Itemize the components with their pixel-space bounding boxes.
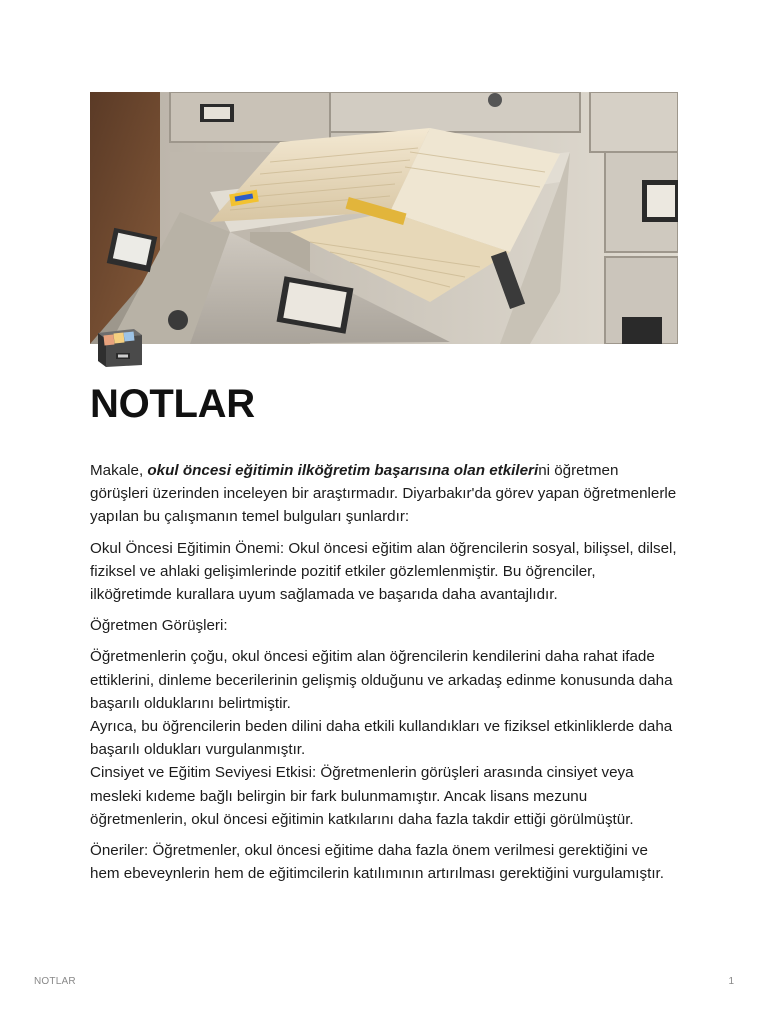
- paragraph-oneriler: Öneriler: Öğretmenler, okul öncesi eğitime daha fazla önem verilmesi gerektiğini ve hem ebeveynlerin hem de eğitimcilerin katılımının artırılması gerektiğini vurgulamıştır.: [90, 842, 664, 883]
- intro-emphasis: okul öncesi eğitimin ilköğretim başarısına olan etkileri: [147, 462, 539, 479]
- page-number: 1: [728, 976, 734, 987]
- paragraph-beden-dili: Ayrıca, bu öğrencilerin beden dilini daha etkili kullandıkları ve fiziksel etkinliklerde daha başarılı oldukları vurgulanmıştır.: [90, 718, 673, 759]
- paragraph-cinsiyet: Cinsiyet ve Eğitim Seviyesi Etkisi: Öğretmenlerin görüşleri arasında cinsiyet veya mesleki kıdeme bağlı belirgin bir fark bulunmamıştır. Ancak lisans mezunu öğretmenlerin, okul öncesi eğitimin katkılarını daha fazla takdir ettiği görülmüştür.: [90, 764, 634, 828]
- paragraph-ogretmen-gorusleri-heading: Öğretmen Görüşleri:: [90, 617, 228, 635]
- page-content: [90, 459, 680, 893]
- intro-paragraph: [90, 459, 680, 529]
- card-file-box-icon: [94, 325, 144, 369]
- page-title: NOTLAR: [90, 382, 255, 426]
- paragraph-ogretmen-gorusleri: Öğretmenlerin çoğu, okul öncesi eğitim alan öğrencilerin kendilerini daha rahat ifade ettiklerini, dinleme becerilerinin gelişmiş olduğunu ve arkadaş edinme konusunda daha başarılı olduklarını belirtmiştir.: [90, 648, 673, 712]
- footer-title: NOTLAR: [34, 976, 76, 987]
- intro-text-before: Makale,: [90, 462, 148, 479]
- intro-text-after: ni öğretmen görüşleri üzerinden inceleyen bir araştırmadır. Diyarbakır'da görev yapan öğretmenlerle yapılan bu çalışmanın temel bulguları şunlardır:: [90, 462, 677, 526]
- cover-image: [90, 92, 678, 344]
- paragraph-onemi: Okul Öncesi Eğitimin Önemi: Okul öncesi eğitim alan öğrencilerin sosyal, bilişsel, dilsel, fiziksel ve ahlaki gelişimlerinde pozitif etkiler gözlemlenmiştir. Bu öğrenciler, ilköğretimde kurallara uyum sağlamada ve başarıda daha avantajlıdır.: [90, 539, 677, 604]
